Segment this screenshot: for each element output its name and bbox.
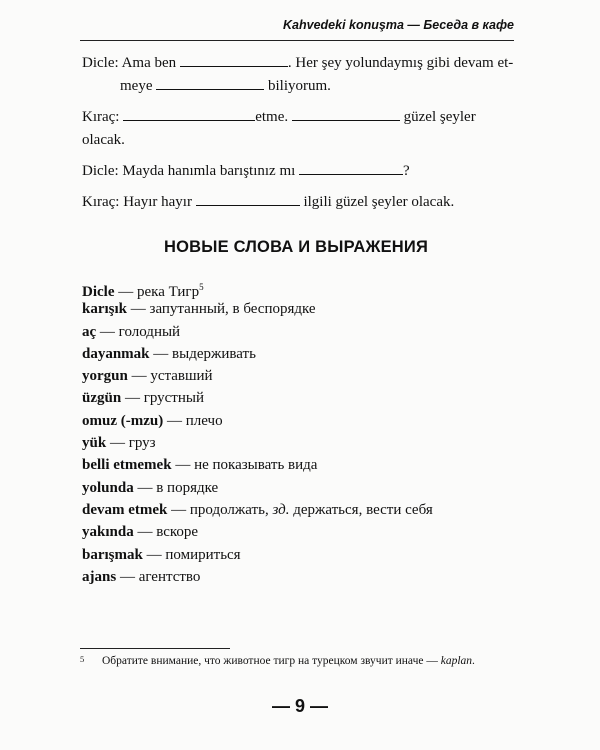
- vocab-definition: — выдерживать: [149, 345, 256, 362]
- speaker-label: Kıraç:: [82, 109, 120, 125]
- line-text: Ama ben: [121, 55, 177, 71]
- speaker-label: Dicle:: [82, 55, 119, 71]
- footnote: [80, 654, 512, 668]
- dialogue-line: [82, 160, 514, 183]
- vocab-entry: [82, 566, 514, 588]
- vocab-term: yorgun: [82, 368, 128, 385]
- speaker-label: Dicle:: [82, 163, 119, 179]
- vocab-entry: [82, 521, 514, 543]
- vocab-definition: — запутанный, в беспорядке: [127, 301, 316, 318]
- header-rule: [80, 40, 514, 41]
- vocab-definition: — плечо: [163, 412, 223, 429]
- line-text: ?: [403, 163, 410, 179]
- vocab-term: aç: [82, 323, 97, 340]
- vocab-definition: — помириться: [142, 546, 241, 563]
- line-text: ilgili güzel şeyler olacak.: [303, 194, 455, 210]
- footnote-rule: [80, 648, 230, 649]
- footnote-text-block: [80, 654, 512, 668]
- line-text: biliyorum.: [267, 78, 331, 94]
- vocab-term: belli etmemek: [82, 457, 172, 474]
- vocab-term: yolunda: [82, 479, 134, 496]
- vocab-entry: [82, 343, 514, 365]
- footnote-end: .: [472, 655, 475, 667]
- footnote-emphasis: kaplan: [440, 655, 473, 667]
- vocab-term: Dicle: [82, 284, 115, 300]
- fill-blank: [299, 160, 403, 175]
- vocab-entry: [82, 298, 514, 320]
- line-continuation: [82, 75, 514, 98]
- footnote-ref: 5: [199, 282, 204, 292]
- vocab-definition: — вскоре: [133, 524, 199, 541]
- vocab-entry: [82, 321, 514, 343]
- vocab-entry: [82, 432, 514, 454]
- vocab-abbreviation: зд.: [272, 501, 290, 518]
- running-header: Kahvedeki konuşma — Беседа в кафе: [283, 18, 514, 32]
- vocab-definition: держаться, вести себя: [289, 501, 433, 518]
- vocab-definition: — не показывать вида: [171, 457, 318, 474]
- fill-blank: [180, 52, 288, 67]
- line-text: Mayda hanımla barıştınız mı: [122, 163, 296, 179]
- vocab-entry: [82, 387, 514, 409]
- vocab-entry: [82, 544, 514, 566]
- vocab-term: üzgün: [82, 390, 122, 407]
- line-text: güzel şeyler olacak.: [82, 109, 476, 148]
- vocab-definition: — река Тигр: [114, 284, 200, 300]
- line-text: etme.: [255, 109, 289, 125]
- dialogue-exercise: [82, 52, 514, 222]
- vocab-entry: [82, 477, 514, 499]
- vocab-term: omuz (-mzu): [82, 412, 164, 429]
- fill-blank: [156, 75, 264, 90]
- section-title: НОВЫЕ СЛОВА И ВЫРАЖЕНИЯ: [163, 238, 429, 256]
- line-text: . Her şey yolundaymış gibi devam et-: [287, 55, 514, 71]
- vocab-entry: [82, 365, 514, 387]
- vocab-definition: — голодный: [96, 323, 181, 340]
- vocab-term: ajans: [82, 568, 117, 585]
- vocab-term: yük: [82, 435, 107, 452]
- vocab-term: barışmak: [82, 546, 143, 563]
- page-number: — 9 —: [271, 696, 328, 716]
- vocab-entry: [82, 410, 514, 432]
- vocab-entry: [82, 454, 514, 476]
- dialogue-line: [82, 52, 514, 98]
- vocab-entry: [82, 499, 514, 521]
- footnote-text: Обратите внимание, что животное тигр на турецком звучит иначе —: [102, 655, 441, 667]
- dialogue-line: [82, 106, 514, 152]
- vocabulary-list: [82, 276, 514, 588]
- vocab-definition: — агентство: [116, 568, 201, 585]
- vocab-definition: — груз: [106, 435, 156, 452]
- vocab-definition: — в порядке: [133, 479, 219, 496]
- line-text: Hayır hayır: [123, 194, 192, 210]
- vocab-entry: [82, 276, 514, 298]
- vocab-term: karışık: [82, 301, 128, 318]
- speaker-label: Kıraç:: [82, 194, 120, 210]
- line-text: meye: [120, 78, 153, 94]
- fill-blank: [196, 191, 300, 206]
- footnote-number: 5: [80, 654, 85, 664]
- vocab-term: devam etmek: [82, 501, 168, 518]
- vocab-term: yakında: [82, 524, 134, 541]
- vocab-definition: — уставший: [127, 368, 213, 385]
- fill-blank: [292, 106, 400, 121]
- vocab-definition: — грустный: [121, 390, 204, 407]
- fill-blank: [123, 106, 255, 121]
- vocab-term: dayanmak: [82, 345, 150, 362]
- vocab-definition: — продолжать,: [167, 501, 273, 518]
- dialogue-line: [82, 191, 514, 214]
